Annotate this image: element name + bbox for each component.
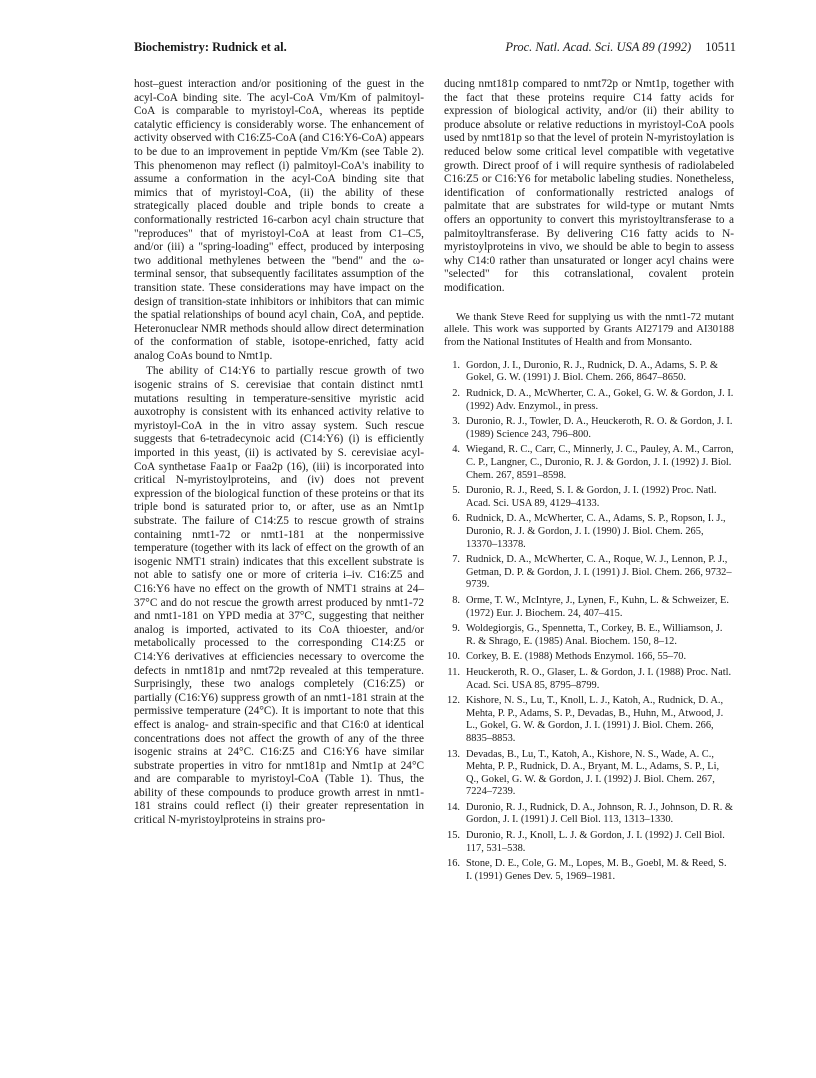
reference-text: Orme, T. W., McIntyre, J., Lynen, F., Kuhn, L. & Schweizer, E. (1972) Eur. J. Biochem. 24, 407–415. <box>466 594 729 619</box>
running-header <box>134 40 736 56</box>
reference-text: Devadas, B., Lu, T., Katoh, A., Kishore, N. S., Wade, A. C., Mehta, P. P., Rudnick, D. A., Bryant, M. L., Adams, S. P., Li, Q., Gokel, G. W. & Gordon, J. I. (1992) J. Biol. Chem. 267, 7224–7239. <box>466 748 720 798</box>
reference-text: Woldegiorgis, G., Spennetta, T., Corkey, B. E., Williamson, J. R. & Shrago, E. (1985) Anal. Biochem. 150, 8–12. <box>466 623 723 647</box>
reference-number: 3. <box>452 416 460 428</box>
reference-number: 5. <box>452 485 460 497</box>
reference-item <box>444 749 734 799</box>
reference-number: 8. <box>452 594 460 606</box>
reference-text: Duronio, R. J., Rudnick, D. A., Johnson, R. J., Johnson, D. R. & Gordon, J. I. (1991) J. Cell Biol. 113, 1313–1330. <box>466 801 734 826</box>
header-journal-info <box>505 40 736 55</box>
reference-item <box>444 388 734 413</box>
reference-text: Stone, D. E., Cole, G. M., Lopes, M. B., Goebl, M. & Reed, S. I. (1991) Genes Dev. 5, 1969–1981. <box>466 858 727 882</box>
reference-item <box>444 513 734 551</box>
reference-number: 15. <box>447 830 460 842</box>
header-section-title: Biochemistry: Rudnick et al. <box>134 40 287 54</box>
reference-number: 6. <box>452 513 460 525</box>
reference-item <box>444 651 734 664</box>
reference-item <box>444 858 734 883</box>
reference-number: 2. <box>452 388 460 400</box>
reference-item <box>444 444 734 482</box>
reference-number: 7. <box>452 554 460 566</box>
reference-item <box>444 830 734 855</box>
reference-item <box>444 623 734 648</box>
reference-item <box>444 802 734 827</box>
body-paragraph: host–guest interaction and/or positioning of the guest in the acyl-CoA binding site. The acyl-CoA Vm/Km of palmitoyl-CoA is comparable to myristoyl-CoA, whereas its peptide catalytic efficiency is considerably worse. The enhancement of activity observed with C16:Z5-CoA (and C16:Y6-CoA) appears to be due to an improvement in peptide Vm/Km (see Table 2). This phenomenon may reflect (i) palmitoyl-CoA's inability to assume a conformation in the acyl-CoA binding site that mimics that of myristoyl-CoA, (ii) the ability of these strategically placed double and triple bonds to create a conformationally restricted 16-carbon acyl chain structure that "reproduces" that of myristoyl-CoA at least from C1–C5, and/or (iii) a "spring-loading" effect, produced by interposing two additional methylenes between the "bend" and the ω-terminal sensor, that subsequently facilitates assumption of the transition state. These considerations may have impact on the design of transition-state inhibitors or inhibitors that can mimic the spatial relationships of bound acyl chain, CoA, and peptide. Heteronuclear NMR methods should allow direct determination of the conformation of stable, isotope-enriched, fatty acid analog CoAs bound to Nmt1p. <box>134 78 424 362</box>
reference-number: 1. <box>452 359 460 371</box>
reference-text: Wiegand, R. C., Carr, C., Minnerly, J. C., Pauley, A. M., Carron, C. P., Langner, C., Duronio, R. J. & Gordon, J. I. (1992) J. Biol. Chem. 267, 8591–8598. <box>466 444 734 481</box>
reference-item <box>444 595 734 620</box>
reference-item <box>444 554 734 592</box>
body-paragraph: The ability of C14:Y6 to partially rescue growth of two isogenic strains of S. cerevisiae that contain distinct nmt1 mutations resulting in temperature-sensitive myristic acid auxotrophy is consistent with its enhanced activity relative to myristoyl-CoA in the in vitro assay system. Such rescue suggests that 6-tetradecynoic acid (C14:Y6) (i) is efficiently imported in this yeast, (ii) is activated by S. cerevisiae acyl-CoA synthetase Faa1p or Faa2p (16), (iii) is incorporated into critical N-myristoylproteins, and (iv) does not prevent expression of the biological function of these proteins or that its triple bond is saturated prior to, or after, use as an Nmt1p substrate. The failure of C14:Z5 to rescue growth of strains containing nmt1-72 or nmt1-181 at the nonpermissive temperature (together with its lack of effect on the growth of an isogenic NMT1 strain) indicates that this excellent substrate is not able to satisfy one or more of criteria i–iv. C16:Z5 and C16:Y6 have no effect on the growth of NMT1 strains at 24–37°C and do not rescue the growth arrest produced by nmt1-72 and nmt1-181 on YPD media at 37°C, suggesting that neither analog is imported, activated to its CoA thioester, and/or metabolically processed to the corresponding C14:Z5 or C14:Y6 derivatives at efficiencies necessary to overcome the defects in nmt181p and nmt72p revealed at this temperature. Surprisingly, these two analogs completely (C16:Z5) or partially (C16:Y6) suppress growth of an nmt1-181 strain at the permissive temperature (24°C). It is important to note that this effect is analog- and strain-specific and that C16:0 at identical concentrations does not affect the growth of any of the three isogenic strains at 24°C. C16:Z5 and C16:Y6 have similar substrate properties in vitro for nmt181p and Nmt1p at 24°C and are comparable to myristoyl-CoA (Table 1). Thus, the ability of these compounds to produce growth arrest in nmt1-181 strains could reflect (i) their greater representation in critical N-myristoylproteins in strains pro- <box>134 365 424 827</box>
reference-number: 10. <box>447 651 460 663</box>
reference-number: 13. <box>447 748 460 760</box>
body-paragraph-continuation: ducing nmt181p compared to nmt72p or Nmt1p, together with the fact that these proteins require C14 fatty acids for expression of biological activity, and/or (ii) their ability to produce absolute or relative reductions in myristoyl-CoA pools used by nmt181p so that the level of protein N-myristoylation is reduced below some critical level compatible with vegetative growth. Direct proof of i will require synthesis of radiolabeled C16:Z5 or C16:Y6 for metabolic labeling studies. Nonetheless, identification of conformationally restricted analogs of palmitate that are substrates for wild-type or mutant Nmts offers an opportunity to convert this myristoyltransferase to a palmitoyltransferase. By delivering C16 fatty acids to N-myristoylproteins in vivo, we should be able to begin to assess why C14:0 rather than unsaturated or longer acyl chains were "selected" for this cotranslational, covalent protein modification. <box>444 78 734 294</box>
reference-text: Duronio, R. J., Knoll, L. J. & Gordon, J. I. (1992) J. Cell Biol. 117, 531–538. <box>466 830 725 854</box>
reference-number: 11. <box>447 666 460 678</box>
reference-number: 4. <box>452 444 460 456</box>
reference-item <box>444 667 734 692</box>
reference-text: Kishore, N. S., Lu, T., Knoll, L. J., Katoh, A., Rudnick, D. A., Mehta, P. P., Adams, S. P., Devadas, B., Huhn, M., Atwood, J. L., Gokel, G. W. & Gordon, J. I. (1991) J. Biol. Chem. 266, 8835–8853. <box>466 695 724 744</box>
reference-number: 9. <box>452 623 460 635</box>
acknowledgment: We thank Steve Reed for supplying us with the nmt1-72 mutant allele. This work was supported by Grants AI27179 and AI30188 from the National Institutes of Health and from Monsanto. <box>444 311 734 349</box>
page-number: 10511 <box>705 40 736 54</box>
reference-number: 14. <box>447 801 460 813</box>
right-column <box>444 78 734 886</box>
header-journal-citation: Proc. Natl. Acad. Sci. USA 89 (1992) <box>505 40 692 54</box>
reference-item <box>444 485 734 510</box>
reference-number: 16. <box>447 858 460 870</box>
reference-text: Rudnick, D. A., McWherter, C. A., Roque, W. J., Lennon, P. J., Getman, D. P. & Gordon, J. I. (1991) J. Biol. Chem. 266, 9732–9739. <box>466 554 732 591</box>
reference-item <box>444 360 734 385</box>
reference-text: Gordon, J. I., Duronio, R. J., Rudnick, D. A., Adams, S. P. & Gokel, G. W. (1991) J. Biol. Chem. 266, 8647–8650. <box>466 359 718 384</box>
reference-number: 12. <box>447 695 460 707</box>
left-column <box>134 78 424 828</box>
reference-list <box>444 360 734 884</box>
reference-text: Duronio, R. J., Towler, D. A., Heuckeroth, R. O. & Gordon, J. I. (1989) Science 243, 796–800. <box>466 416 733 440</box>
reference-text: Rudnick, D. A., McWherter, C. A., Adams, S. P., Ropson, I. J., Duronio, R. J. & Gordon, J. I. (1990) J. Biol. Chem. 265, 13370–13378. <box>466 513 726 550</box>
reference-item <box>444 416 734 441</box>
reference-item <box>444 695 734 745</box>
reference-text: Rudnick, D. A., McWherter, C. A., Gokel, G. W. & Gordon, J. I. (1992) Adv. Enzymol., in press. <box>466 388 734 412</box>
reference-text: Heuckeroth, R. O., Glaser, L. & Gordon, J. I. (1988) Proc. Natl. Acad. Sci. USA 85, 8795–8799. <box>466 666 732 691</box>
reference-text: Duronio, R. J., Reed, S. I. & Gordon, J. I. (1992) Proc. Natl. Acad. Sci. USA 89, 4129–4133. <box>466 485 717 509</box>
reference-text: Corkey, B. E. (1988) Methods Enzymol. 166, 55–70. <box>466 651 687 663</box>
